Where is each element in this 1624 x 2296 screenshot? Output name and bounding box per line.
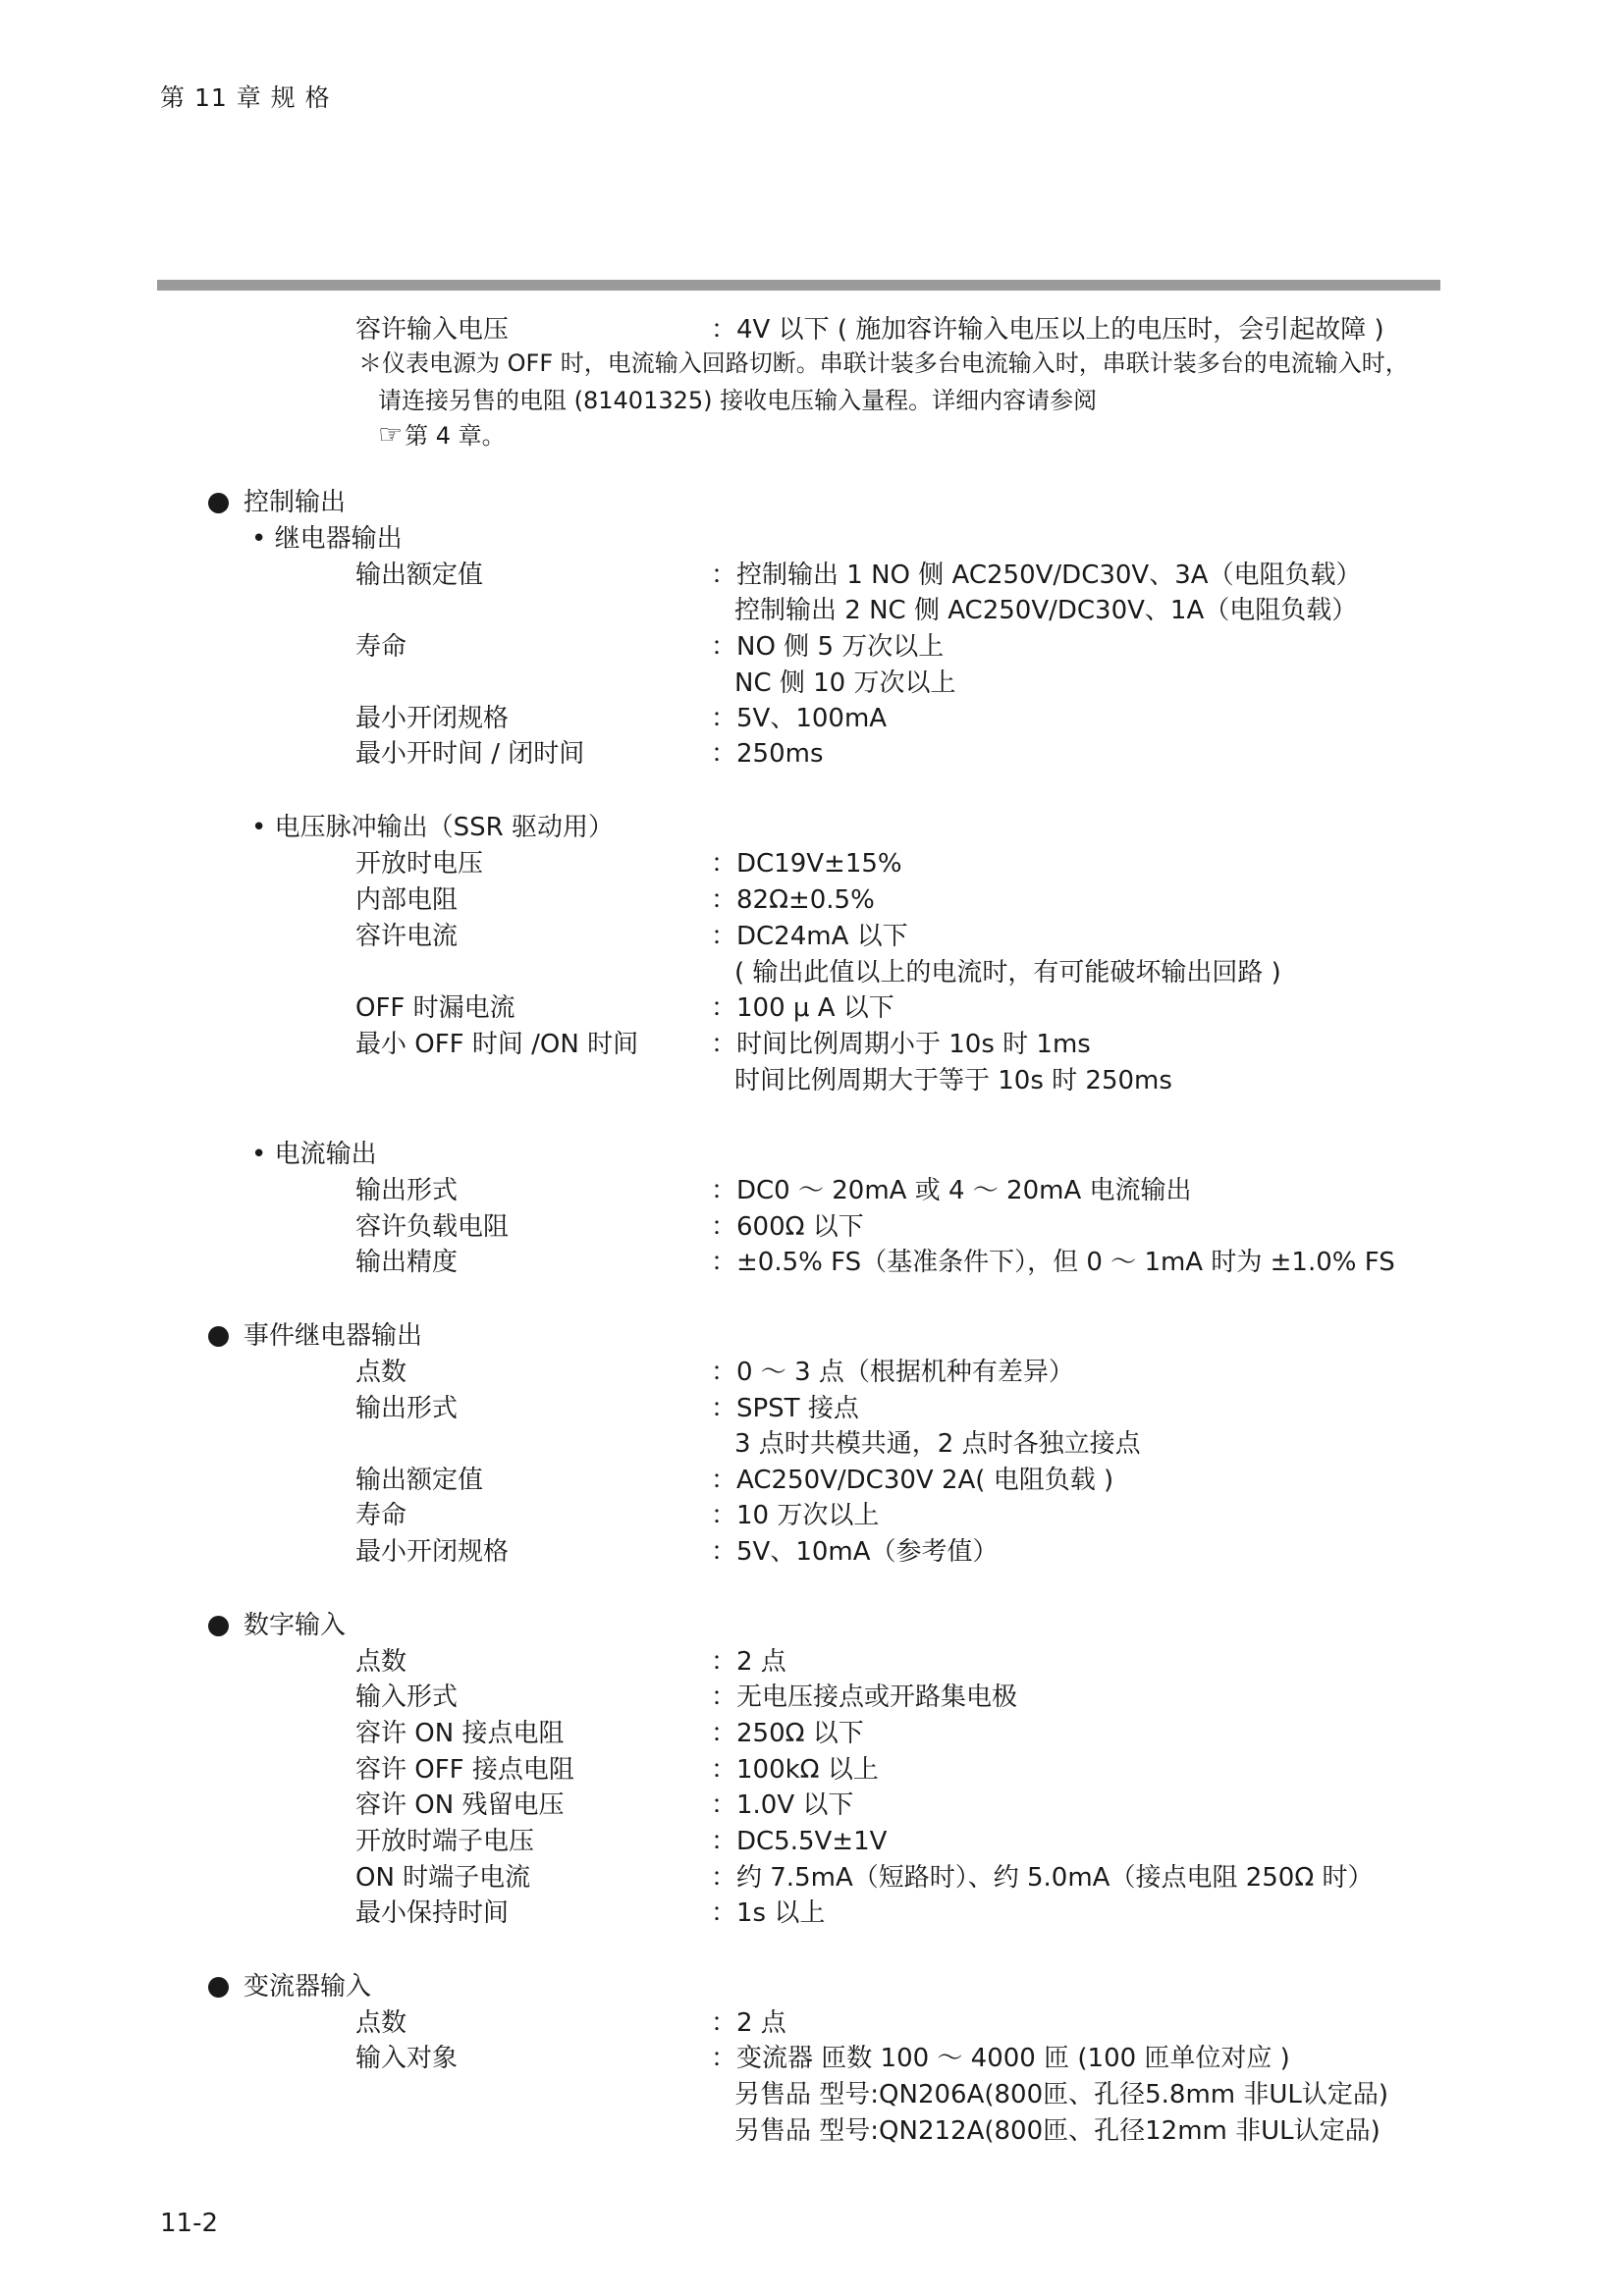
spec-label: 最小 OFF 时间 /ON 时间: [355, 1030, 639, 1059]
spec-value: ：控制输出 1 NO 侧 AC250V/DC30V、3A（电阻负载）: [711, 561, 1362, 590]
spec-value: NC 侧 10 万次以上: [734, 668, 956, 698]
spec-value: ：0 ～ 3 点（根据机种有差异）: [711, 1358, 1074, 1387]
section-title: 变流器输入: [244, 1972, 372, 2002]
spec-value: ：100 μ A 以下: [711, 993, 894, 1023]
page-number: 11-2: [160, 2209, 219, 2238]
spec-value: ( 输出此值以上的电流时，有可能破坏输出回路 ): [734, 958, 1281, 988]
spec-label: 容许输入电压: [355, 315, 510, 345]
spec-value: ：2 点: [711, 2008, 786, 2038]
subsection-title: • 继电器输出: [251, 524, 403, 554]
spec-value: ：NO 侧 5 万次以上: [711, 632, 945, 662]
spec-value: ：1s 以上: [711, 1898, 826, 1928]
spec-value: ：4V 以下 ( 施加容许输入电压以上的电压时，会引起故障 ): [711, 315, 1384, 345]
spec-value: ：100kΩ 以上: [711, 1755, 879, 1785]
spec-label: 最小开闭规格: [355, 704, 510, 733]
note-reference: [378, 419, 506, 452]
spec-value: ：1.0V 以下: [711, 1790, 854, 1820]
spec-value: ：10 万次以上: [711, 1501, 880, 1530]
spec-label: 寿命: [355, 1501, 407, 1530]
spec-value: ：5V、10mA（参考值）: [711, 1537, 999, 1567]
spec-label: ON 时端子电流: [355, 1863, 531, 1893]
spec-value: ：AC250V/DC30V 2A( 电阻负载 ): [711, 1466, 1114, 1495]
spec-label: 点数: [355, 2008, 407, 2038]
spec-value: 另售品 型号:QN206A(800匝、孔径5.8mm 非UL认定品): [734, 2080, 1389, 2109]
spec-label: 开放时电压: [355, 849, 484, 879]
spec-label: 输出额定值: [355, 1466, 484, 1495]
note-text: 第 4 章。: [405, 422, 506, 450]
header-rule: [157, 280, 1440, 291]
spec-label: 容许 ON 接点电阻: [355, 1719, 565, 1748]
spec-label: 容许负载电阻: [355, 1212, 510, 1242]
spec-label: 点数: [355, 1358, 407, 1387]
spec-value: ：SPST 接点: [711, 1394, 859, 1423]
spec-label: 输出额定值: [355, 561, 484, 590]
spec-value: ：DC24mA 以下: [711, 922, 908, 951]
spec-value: 3 点时共模共通，2 点时各独立接点: [734, 1429, 1141, 1459]
filled-circle-icon: [208, 1977, 229, 1998]
spec-label: 最小开时间 / 闭时间: [355, 739, 585, 769]
spec-value: ：约 7.5mA（短路时）、约 5.0mA（接点电阻 250Ω 时）: [711, 1863, 1374, 1893]
spec-label: 容许 OFF 接点电阻: [355, 1755, 574, 1785]
spec-value: ：600Ω 以下: [711, 1212, 864, 1242]
spec-value: 另售品 型号:QN212A(800匝、孔径12mm 非UL认定品): [734, 2116, 1380, 2146]
spec-value: ：DC5.5V±1V: [711, 1827, 888, 1856]
spec-label: 输入对象: [355, 2044, 459, 2073]
spec-label: OFF 时漏电流: [355, 993, 515, 1023]
spec-label: 点数: [355, 1647, 407, 1677]
section-title: 事件继电器输出: [244, 1321, 423, 1351]
spec-value: ：2 点: [711, 1647, 786, 1677]
note-text: ＊仪表电源为 OFF 时，电流输入回路切断。串联计装多台电流输入时，串联计装多台的电流输入时，: [358, 349, 1409, 377]
chapter-heading: 第 11 章 规 格: [160, 83, 331, 112]
spec-value: ：±0.5% FS（基准条件下），但 0 ～ 1mA 时为 ±1.0% FS: [711, 1248, 1395, 1277]
spec-label: 寿命: [355, 632, 407, 662]
filled-circle-icon: [208, 493, 229, 513]
section-title: 数字输入: [244, 1611, 347, 1640]
subsection-title: • 电流输出: [251, 1140, 377, 1169]
spec-value: ：82Ω±0.5%: [711, 885, 875, 915]
spec-value: 控制输出 2 NC 侧 AC250V/DC30V、1A（电阻负载）: [734, 596, 1358, 625]
subsection-title: • 电压脉冲输出（SSR 驱动用）: [251, 813, 614, 842]
spec-label: 开放时端子电压: [355, 1827, 535, 1856]
spec-label: 最小开闭规格: [355, 1537, 510, 1567]
pointing-hand-icon: ☞: [378, 418, 404, 451]
note-text: 请连接另售的电阻 (81401325) 接收电压输入量程。详细内容请参阅: [378, 387, 1098, 414]
spec-value: ：250Ω 以下: [711, 1719, 864, 1748]
spec-value: ：5V、100mA: [711, 704, 888, 733]
section-title: 控制输出: [244, 488, 347, 517]
spec-label: 最小保持时间: [355, 1898, 510, 1928]
spec-value: 时间比例周期大于等于 10s 时 250ms: [734, 1066, 1172, 1095]
spec-value: ：无电压接点或开路集电极: [711, 1682, 1018, 1712]
spec-label: 容许 ON 残留电压: [355, 1790, 565, 1820]
filled-circle-icon: [208, 1326, 229, 1347]
spec-label: 容许电流: [355, 922, 459, 951]
spec-label: 输出形式: [355, 1176, 459, 1205]
spec-value: ：DC0 ～ 20mA 或 4 ～ 20mA 电流输出: [711, 1176, 1192, 1205]
spec-value: ：DC19V±15%: [711, 849, 902, 879]
spec-label: 输入形式: [355, 1682, 459, 1712]
spec-label: 内部电阻: [355, 885, 459, 915]
spec-label: 输出形式: [355, 1394, 459, 1423]
spec-value: ：时间比例周期小于 10s 时 1ms: [711, 1030, 1091, 1059]
filled-circle-icon: [208, 1616, 229, 1636]
spec-label: 输出精度: [355, 1248, 459, 1277]
spec-value: ：250ms: [711, 739, 824, 769]
spec-value: ：变流器 匝数 100 ～ 4000 匝 (100 匝单位对应 ): [711, 2044, 1290, 2073]
